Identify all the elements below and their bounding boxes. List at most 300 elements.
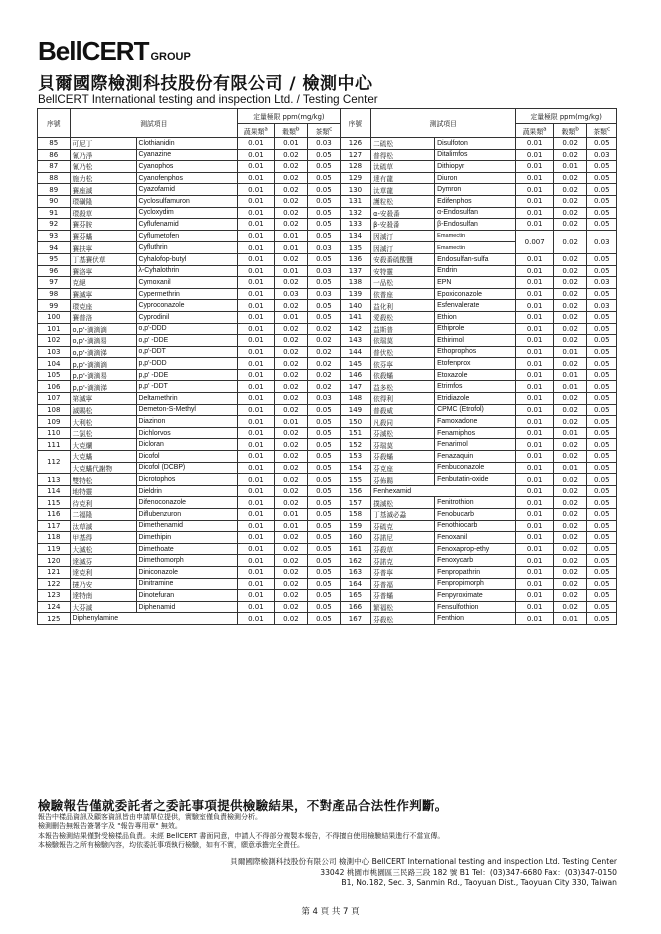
row-number-right: 142 [340,323,370,335]
analyte-name-zh: 二硫松 [371,138,435,150]
analyte-name-zh: 芬殺松 [371,613,435,625]
limit-vegetables: 0.01 [516,439,554,451]
analyte-name-zh: 大克爛 [70,439,136,451]
analyte-name-zh: 大利松 [70,416,136,428]
analyte-name-en: Emamectin [435,242,516,254]
limit-tea: 0.05 [308,416,341,428]
row-number: 112 [38,451,71,474]
analyte-name-en: Etofenprox [435,358,516,370]
analyte-name-en: p,p'-DDD [136,358,238,370]
limit-tea: 0.05 [308,427,341,439]
row-number: 93 [38,230,71,242]
limit-tea: 0.05 [587,427,617,439]
table-row [38,416,617,428]
analyte-name-zh: 汰草龍 [371,184,435,196]
limit-grains: 0.02 [274,335,308,347]
row-number: 104 [38,358,71,370]
row-number-right: 150 [340,416,370,428]
limit-vegetables: 0.01 [238,161,275,173]
row-number-right: 162 [340,555,370,567]
limit-tea: 0.05 [308,601,341,613]
limit-vegetables: 0.01 [238,172,275,184]
table-row [38,265,617,277]
table-row [38,381,617,393]
row-number: 115 [38,497,71,509]
limit-grains: 0.02 [274,369,308,381]
table-row [38,485,617,497]
limit-grains: 0.02 [553,265,587,277]
limit-vegetables: 0.01 [238,230,275,242]
row-number: 89 [38,184,71,196]
limit-grains: 0.02 [553,404,587,416]
limit-tea: 0.05 [587,323,617,335]
limit-vegetables: 0.01 [238,555,275,567]
limit-grains: 0.02 [274,161,308,173]
limit-tea: 0.05 [308,439,341,451]
analyte-name-zh: 芬諾克 [371,555,435,567]
limit-vegetables: 0.01 [516,474,554,486]
limit-tea: 0.03 [308,242,341,254]
analyte-name-en: Dichlorvos [136,427,238,439]
analyte-name-en: Dimethenamid [136,520,238,532]
limit-vegetables: 0.01 [238,462,275,474]
analyte-name-en: Fenpyroximate [435,590,516,602]
analyte-name-en: Etridiazole [435,393,516,405]
analyte-name-en: Dicrotophos [136,474,238,486]
analyte-name-en: Cyanazine [136,149,238,161]
limit-vegetables: 0.01 [238,335,275,347]
table-row [38,161,617,173]
analyte-name-en: p,p' -DDE [136,369,238,381]
limit-grains: 0.02 [274,578,308,590]
table-row [38,474,617,486]
table-row [38,543,617,555]
row-number-right: 154 [340,462,370,474]
row-number: 90 [38,195,71,207]
analyte-name-en: Dithiopyr [435,161,516,173]
limit-tea: 0.05 [587,439,617,451]
analyte-name-en: Dicofol (DCBP) [136,462,238,474]
table-row [38,219,617,231]
limit-grains: 0.02 [274,219,308,231]
row-number: 103 [38,346,71,358]
row-number-right: 148 [340,393,370,405]
table-row [38,462,617,474]
analyte-name-en: Cymoxanil [136,277,238,289]
analyte-name-zh: 芬殺蟎 [371,451,435,463]
limit-vegetables: 0.01 [238,138,275,150]
analyte-name-zh: 護粒松 [371,195,435,207]
table-row [38,300,617,312]
analyte-name-zh: 大滅松 [70,543,136,555]
table-row [38,439,617,451]
limit-vegetables: 0.01 [238,393,275,405]
limit-vegetables: 0.01 [238,439,275,451]
note-line: 報告中樣品資訊及顧客資訊皆由申請單位提供，實驗室僅負責檢測分析。 [38,813,262,821]
limit-vegetables: 0.01 [238,346,275,358]
limit-grains: 0.01 [274,509,308,521]
row-number: 111 [38,439,71,451]
limit-vegetables: 0.01 [238,474,275,486]
row-number-right: 131 [340,195,370,207]
limit-tea: 0.03 [587,300,617,312]
limit-vegetables: 0.01 [516,207,554,219]
limit-grains: 0.02 [274,149,308,161]
row-number-right: 129 [340,172,370,184]
limit-tea: 0.05 [587,161,617,173]
row-number-right: 155 [340,474,370,486]
limit-tea: 0.05 [587,207,617,219]
limit-tea: 0.02 [308,346,341,358]
row-number-right: 161 [340,543,370,555]
table-row [38,566,617,578]
table-row [38,358,617,370]
limit-vegetables: 0.01 [238,195,275,207]
analyte-name-en: o,p'-DDD [136,323,238,335]
analyte-name-zh: 達克利 [70,566,136,578]
limit-vegetables: 0.01 [516,613,554,625]
row-number: 96 [38,265,71,277]
analyte-name: Fenhexamid [371,485,516,497]
analyte-name-zh: 普伏松 [371,346,435,358]
limit-vegetables: 0.01 [516,265,554,277]
row-number: 107 [38,393,71,405]
limit-tea: 0.05 [308,485,341,497]
analyte-name-en: Diphenamid [136,601,238,613]
row-number: 118 [38,532,71,544]
table-row [38,555,617,567]
limit-tea: 0.02 [308,369,341,381]
table-row [38,427,617,439]
limit-grains: 0.02 [274,404,308,416]
row-number-right: 149 [340,404,370,416]
limit-grains: 0.02 [553,300,587,312]
table-row [38,138,617,150]
analyte-name-zh: 芬殺草 [371,543,435,555]
limit-vegetables: 0.01 [238,613,275,625]
analyte-name-en: Fenobucarb [435,509,516,521]
analyte-name-en: Cyclosulfamuron [136,195,238,207]
limit-grains: 0.02 [274,555,308,567]
limit-grains: 0.02 [553,288,587,300]
analyte-name-en: Dimethomorph [136,555,238,567]
limit-tea: 0.05 [308,184,341,196]
limit-grains: 0.02 [274,358,308,370]
limit-grains: 0.02 [274,439,308,451]
limit-grains: 0.02 [274,207,308,219]
limit-vegetables: 0.01 [238,369,275,381]
limit-vegetables: 0.01 [516,335,554,347]
limit-tea: 0.05 [308,520,341,532]
limit-grains: 0.02 [553,253,587,265]
analyte-name-en: Diflubenzuron [136,509,238,521]
analyte-name-zh: 施力松 [70,172,136,184]
limit-grains: 0.02 [553,172,587,184]
row-number: 98 [38,288,71,300]
analyte-name-zh: 益化利 [371,300,435,312]
analyte-name-zh: 依殺蟎 [371,369,435,381]
tea-header-right: 茶類$^c$ [587,124,617,138]
limit-vegetables: 0.007 [516,230,554,253]
limit-vegetables: 0.01 [238,543,275,555]
limit-tea: 0.05 [308,578,341,590]
limit-grains: 0.01 [553,369,587,381]
limit-vegetables: 0.01 [516,277,554,289]
limit-tea: 0.03 [587,277,617,289]
row-number: 105 [38,369,71,381]
page-number: 第 4 頁 共 7 頁 [301,907,360,917]
analyte-name-zh: 可尼丁 [70,138,136,150]
analyte-name-zh: 丁基賽伏草 [70,253,136,265]
limit-tea: 0.05 [587,184,617,196]
limit-vegetables: 0.01 [516,393,554,405]
limit-vegetables: 0.01 [516,346,554,358]
limit-vegetables: 0.01 [516,485,554,497]
limit-tea: 0.05 [308,543,341,555]
table-row [38,509,617,521]
limit-grains: 0.02 [274,543,308,555]
limit-grains: 0.02 [553,207,587,219]
limit-vegetables: 0.01 [516,601,554,613]
limit-tea: 0.05 [587,416,617,428]
limit-vegetables: 0.01 [516,509,554,521]
table-row [38,369,617,381]
analyte-name-en: Cyanofenphos [136,172,238,184]
seq-header: 序號 [38,109,71,138]
limit-grains: 0.02 [553,485,587,497]
row-number-right: 134 [340,230,370,242]
limit-tea: 0.02 [308,381,341,393]
analyte-name-zh: 益斯普 [371,323,435,335]
analyte-name-zh: 達有龍 [371,172,435,184]
limit-tea: 0.05 [587,369,617,381]
analyte-name-zh: o,p'-滴滴涕 [70,346,136,358]
footer-address-en: B1, No.182, Sec. 3, Sanmin Rd., Taoyuan Dist., Taoyuan City 330, Taiwan [341,878,617,887]
analyte-name-zh: 依芬寧 [371,358,435,370]
analyte-name-zh: 普得松 [371,149,435,161]
limit-vegetables: 0.01 [238,288,275,300]
limit-grains: 0.02 [553,358,587,370]
limit-vegetables: 0.01 [516,451,554,463]
limit-vegetables: 0.01 [516,543,554,555]
limit-tea: 0.05 [308,172,341,184]
limit-tea: 0.05 [587,497,617,509]
table-body [38,138,617,625]
analyte-name-zh: 達特南 [70,590,136,602]
analyte-name-en: Esfenvalerate [435,300,516,312]
limit-grains: 0.02 [274,381,308,393]
limit-vegetables: 0.01 [516,161,554,173]
analyte-name-en: o,p' -DDE [136,335,238,347]
grain-header-right: 穀類$^b$ [553,124,587,138]
analyte-name-en: Cycloxydim [136,207,238,219]
limit-tea: 0.03 [308,288,341,300]
limit-vegetables: 0.01 [238,416,275,428]
row-number: 87 [38,161,71,173]
limit-tea: 0.03 [308,265,341,277]
limit-tea: 0.02 [308,335,341,347]
limit-vegetables: 0.01 [516,253,554,265]
footer-address-zh: 33042 桃園市桃園區三民路三段 182 號 B1 Tel：(03)347-6680 Fax：(03)347-0150 [320,868,617,877]
analyte-name-en: Fenpropathrin [435,566,516,578]
analyte-name-en: Fensulfothion [435,601,516,613]
limit-grains: 0.01 [274,311,308,323]
analyte-name-zh: p,p'-滴滴易 [70,369,136,381]
analyte-name-zh: 撻乃安 [70,578,136,590]
limit-vegetables: 0.01 [516,416,554,428]
limit-vegetables: 0.01 [238,207,275,219]
analyte-name-zh: p,p'-滴滴滴 [70,358,136,370]
bellcert-logo [38,36,191,67]
analyte-name-en: Fenbutatin-oxide [435,474,516,486]
analyte-name-en: Dinotefuran [136,590,238,602]
limit-grains: 0.02 [274,601,308,613]
analyte-name-en: o,p'-DDT [136,346,238,358]
analyte-name-zh: 雙特松 [70,474,136,486]
row-number-right: 152 [340,439,370,451]
limit-grains: 0.02 [274,253,308,265]
analyte-name-en: Endrin [435,265,516,277]
limit-grains: 0.01 [274,265,308,277]
analyte-name-zh: 愛殺松 [371,311,435,323]
analyte-name-en: Edifenphos [435,195,516,207]
analyte-name-en: Fenothiocarb [435,520,516,532]
limit-tea: 0.05 [308,277,341,289]
analyte-name-zh: 滅賜松 [70,404,136,416]
analyte-name-en: Cypermethrin [136,288,238,300]
limit-vegetables: 0.01 [516,520,554,532]
row-number-right: 145 [340,358,370,370]
analyte-name-en: Epoxiconazole [435,288,516,300]
limit-tea: 0.05 [308,300,341,312]
row-number-right: 132 [340,207,370,219]
row-number: 88 [38,172,71,184]
limit-tea: 0.05 [587,601,617,613]
limit-tea: 0.05 [587,381,617,393]
analyte-name-zh: 克絕 [70,277,136,289]
limit-vegetables: 0.01 [516,369,554,381]
table-row [38,184,617,196]
limit-tea: 0.05 [308,474,341,486]
analyte-name-en: Fenitrothion [435,497,516,509]
limit-grains: 0.02 [553,195,587,207]
limit-vegetables: 0.01 [516,288,554,300]
analyte-name-zh: 依普座 [371,288,435,300]
limit-vegetables: 0.01 [516,300,554,312]
company-name-en: BellCERT International testing and inspection Ltd. / Testing Center [38,93,378,106]
limit-grains: 0.02 [274,613,308,625]
analyte-name-en: Cyprodinil [136,311,238,323]
limit-tea: 0.03 [587,149,617,161]
analyte-name-zh: 賽芬胺 [70,219,136,231]
analyte-name-zh: 地特靈 [70,485,136,497]
row-number-right: 151 [340,427,370,439]
analyte-name-zh: 普殺威 [371,404,435,416]
analyte-name-zh: 依得利 [371,393,435,405]
analyte-name-en: Fenbuconazole [435,462,516,474]
analyte-name-en: Dicofol [136,451,238,463]
limit-grains: 0.02 [274,346,308,358]
limit-grains: 0.02 [274,532,308,544]
row-number: 85 [38,138,71,150]
row-number-right: 139 [340,288,370,300]
row-number: 95 [38,253,71,265]
limit-grains: 0.02 [553,439,587,451]
analyte-name-zh: 賽座滅 [70,184,136,196]
table-row [38,451,617,463]
report-notes [38,813,444,850]
limit-tea: 0.05 [587,172,617,184]
limit-tea: 0.05 [308,253,341,265]
analyte-name-zh: 汰硫草 [371,161,435,173]
limit-tea: 0.05 [587,509,617,521]
table-row [38,149,617,161]
limit-vegetables: 0.01 [238,381,275,393]
row-number: 119 [38,543,71,555]
analyte-name-en: Cyfluthrin [136,242,238,254]
table-row [38,335,617,347]
limit-grains: 0.02 [274,462,308,474]
tea-header: 茶類$^c$ [308,124,341,138]
limit-tea: 0.05 [587,451,617,463]
limit-vegetables: 0.01 [516,497,554,509]
analyte-name-zh: 大克蟎代謝物 [70,462,136,474]
note-line: 本檢驗報告之所有檢驗內容，均依委託事項執行檢驗，如有不實，願意承擔完全責任。 [38,840,304,849]
limit-tea: 0.05 [308,311,341,323]
row-number-right: 133 [340,219,370,231]
limit-vegetables: 0.01 [238,323,275,335]
analyte-name-en: λ-Cyhalothrin [136,265,238,277]
analyte-name-zh: 賽滅寧 [70,288,136,300]
analyte-name-zh: 環殺草 [70,207,136,219]
table-row [38,172,617,184]
limit-vegetables: 0.01 [516,404,554,416]
limit-vegetables: 0.01 [238,451,275,463]
analyte-name-en: Etoxazole [435,369,516,381]
limit-tea: 0.05 [587,474,617,486]
limit-grains: 0.02 [274,566,308,578]
limit-grains: 0.02 [274,485,308,497]
row-number-right: 146 [340,369,370,381]
limit-grains: 0.01 [274,230,308,242]
limit-grains: 0.01 [553,613,587,625]
limit-tea: 0.05 [587,485,617,497]
analyte-name-en: Fenoxanil [435,532,516,544]
limit-grains: 0.02 [553,566,587,578]
row-number: 99 [38,300,71,312]
limit-grains: 0.02 [553,149,587,161]
analyte-name-zh: 芬硫克 [371,520,435,532]
limit-tea: 0.05 [308,195,341,207]
row-number: 110 [38,427,71,439]
limit-grains: 0.02 [553,219,587,231]
limit-tea: 0.05 [587,346,617,358]
logo-group-text: GROUP [150,51,191,63]
limit-vegetables: 0.01 [516,184,554,196]
analyte-name-en: Dicloran [136,439,238,451]
limit-tea: 0.02 [308,358,341,370]
limit-vegetables: 0.01 [238,590,275,602]
limit-grains: 0.02 [274,474,308,486]
analyte-name-en: Ethion [435,311,516,323]
analyte-name-zh: 賽洛寧 [70,265,136,277]
analyte-name-zh: 二氯松 [70,427,136,439]
limit-vegetables: 0.01 [238,578,275,590]
analyte-name-zh: 撲滅松 [371,497,435,509]
limit-grains: 0.01 [274,242,308,254]
analyte-name-en: Ethirimol [435,335,516,347]
limit-vegetables: 0.01 [516,532,554,544]
